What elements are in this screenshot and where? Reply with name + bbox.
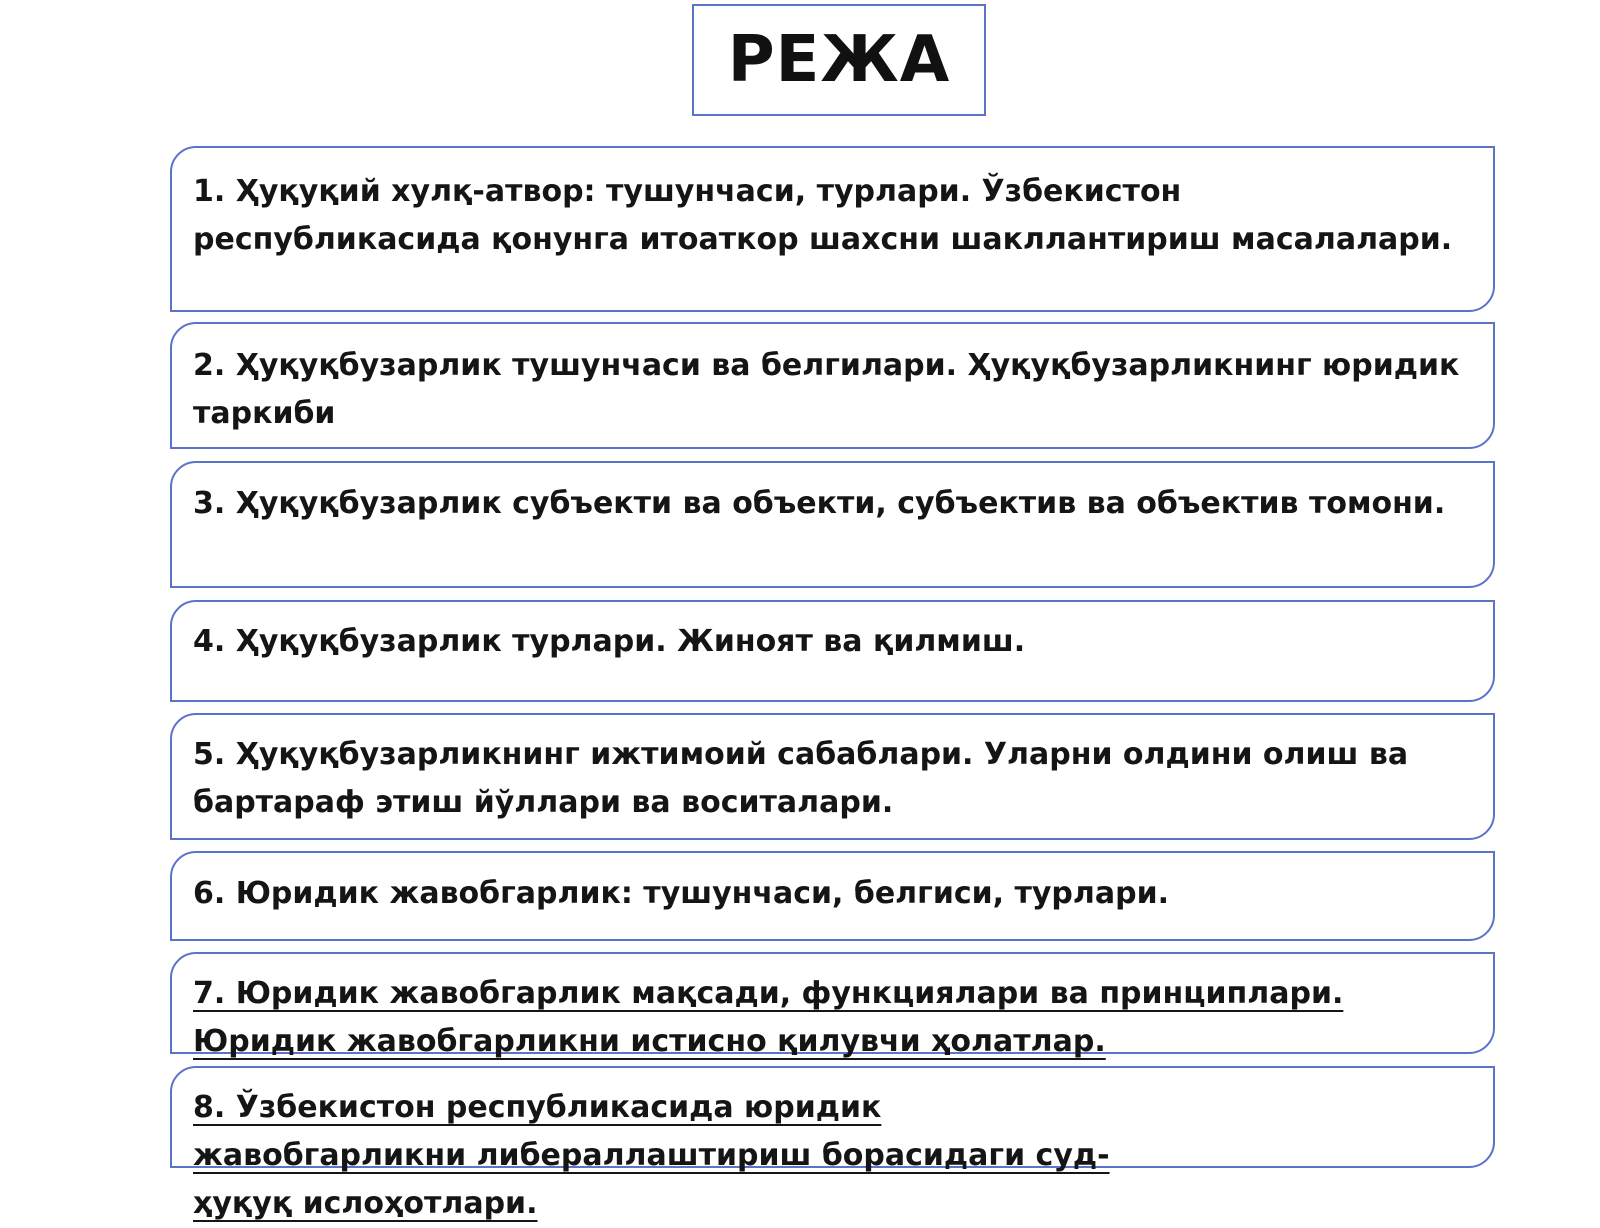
plan-item-6 — [170, 851, 1495, 941]
plan-item-text: 8. Ўзбекистон республикасида юридик жавобгарликни либераллаштириш борасидаги суд-ҳуқуқ ислоҳотлари. — [193, 1090, 1110, 1221]
plan-item-4 — [170, 600, 1495, 702]
plan-item-8 — [170, 1066, 1495, 1221]
plan-item-1 — [170, 146, 1495, 312]
plan-item-text: 2. Ҳуқуқбузарлик тушунчаси ва белгилари. Ҳуқуқбузарликнинг юридик таркиби — [193, 348, 1460, 431]
plan-item-text: 3. Ҳуқуқбузарлик субъекти ва объекти, субъектив ва объектив томони. — [193, 486, 1446, 521]
page-title: РЕЖА — [727, 23, 951, 97]
plan-item-5 — [170, 713, 1495, 840]
plan-item-2 — [170, 322, 1495, 449]
plan-item-text: 7. Юридик жавобгарлик мақсади, функциялари ва принциплари. Юридик жавобгарликни истисно қилувчи ҳолатлар. — [193, 976, 1344, 1059]
plan-item-3 — [170, 461, 1495, 588]
plan-item-text: 4. Ҳуқуқбузарлик турлари. Жиноят ва қилмиш. — [193, 624, 1026, 659]
plan-item-7 — [170, 952, 1495, 1059]
plan-item-text: 5. Ҳуқуқбузарликнинг ижтимоий сабаблари. Уларни олдини олиш ва бартараф этиш йўллари ва воситалари. — [193, 737, 1409, 820]
title-box — [692, 4, 986, 116]
plan-item-text: 6. Юридик жавобгарлик: тушунчаси, белгиси, турлари. — [193, 876, 1170, 911]
plan-item-text: 1. Ҳуқуқий хулқ-атвор: тушунчаси, турлари. Ўзбекистон республикасида қонунга итоаткор шахсни шакллантириш масалалари. — [193, 174, 1453, 257]
